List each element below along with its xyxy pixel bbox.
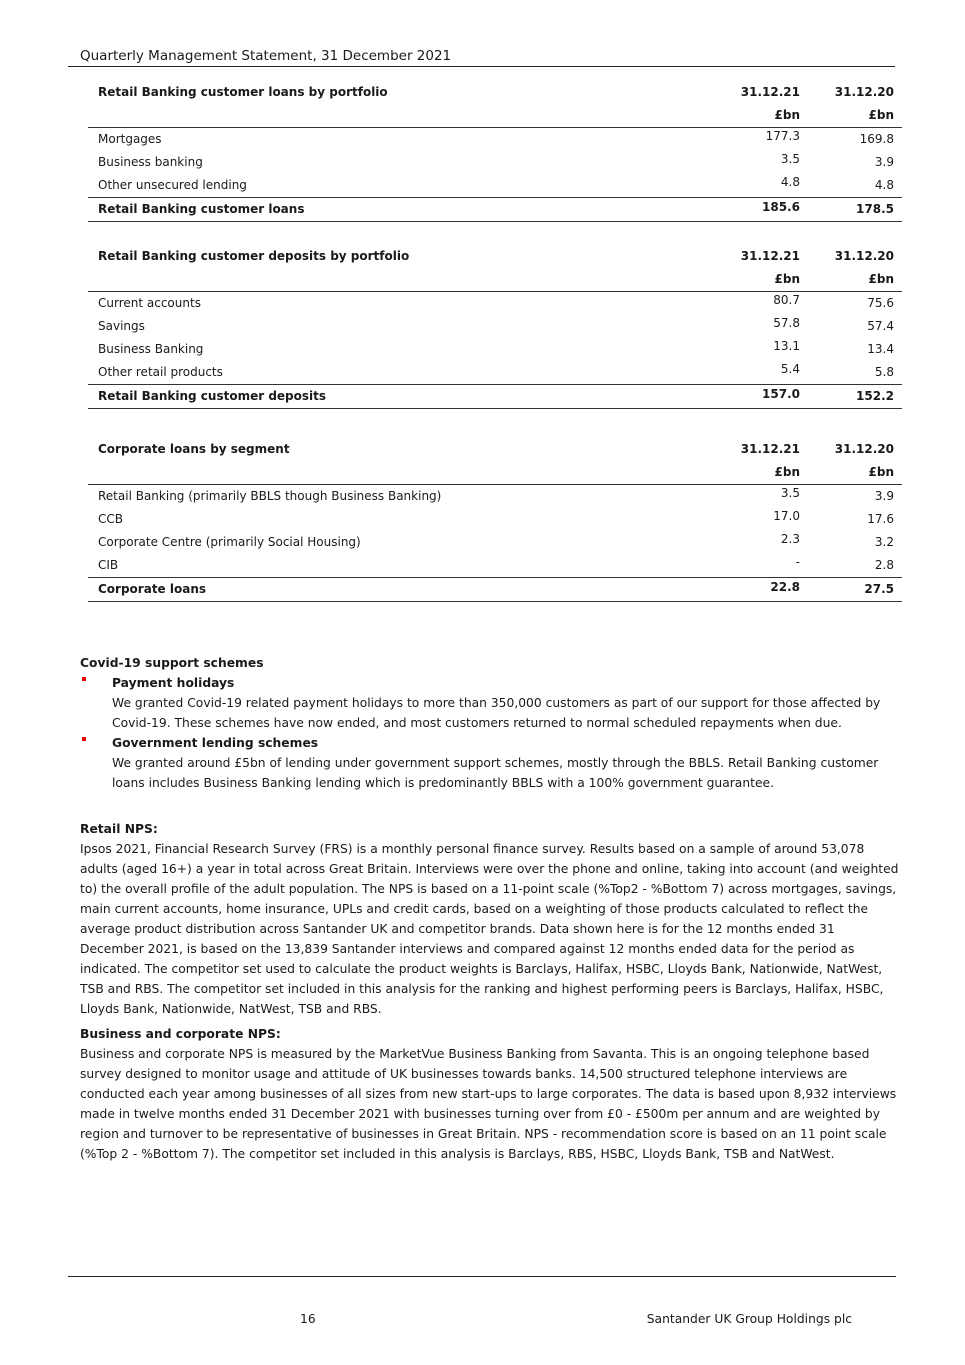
document-header-title: Quarterly Management Statement, 31 December 2021 xyxy=(80,48,452,64)
unit-label: £bn xyxy=(774,108,800,122)
business-nps-text: Business and corporate NPS is measured by the MarketVue Business Banking from Savanta. This is an ongoing telephone based survey designed to monitor usage and attitude of UK businesses towards banks. 14,500 structured telephone interviews are conducted each year among businesses of all sizes from new start-ups to large corporates. The data is based upon 8,932 interviews made in twelve months ended 31 December 2021 with businesses turning over from £0 - £500m per annum and are weighted by region and turnover to be representative of businesses in Great Britain. NPS - recommendation score is based on an 11 point scale (%Top 2 - %Bottom 7). The competitor set included in this analysis is Barclays, RBS, HSBC, Lloyds Bank, TSB and NatWest. xyxy=(80,1047,897,1161)
retail-nps-title: Retail NPS: xyxy=(80,822,158,836)
table-rule xyxy=(88,601,902,602)
total-2021: 22.8 xyxy=(770,580,800,594)
table-row xyxy=(88,508,902,531)
table-row xyxy=(88,151,902,174)
value-2021: 3.5 xyxy=(780,486,800,500)
table-row xyxy=(88,361,902,384)
row-label: Mortgages xyxy=(98,132,162,146)
unit-label: £bn xyxy=(868,272,894,286)
table-corporate-loans xyxy=(88,438,902,602)
value-2021: 57.8 xyxy=(773,316,800,330)
table-row xyxy=(88,531,902,554)
column-header: 31.12.20 xyxy=(834,85,894,99)
value-2021: 2.3 xyxy=(780,532,800,546)
business-nps-section xyxy=(80,1024,900,1164)
value-2020: 17.6 xyxy=(867,512,894,526)
value-2021: 3.5 xyxy=(780,152,800,166)
total-row xyxy=(88,385,902,408)
value-2021: 13.1 xyxy=(773,339,800,353)
row-label: Business banking xyxy=(98,155,203,169)
unit-row xyxy=(88,461,902,484)
table-rule xyxy=(88,408,902,409)
unit-label: £bn xyxy=(774,465,800,479)
value-2020: 3.9 xyxy=(874,489,894,503)
unit-row xyxy=(88,104,902,127)
column-header: 31.12.21 xyxy=(740,249,800,263)
row-label: Current accounts xyxy=(98,296,201,310)
covid-title: Covid-19 support schemes xyxy=(80,656,264,670)
business-nps-title: Business and corporate NPS: xyxy=(80,1027,281,1041)
row-label: Other retail products xyxy=(98,365,223,379)
table-row xyxy=(88,174,902,197)
row-label: Savings xyxy=(98,319,145,333)
total-label: Retail Banking customer loans xyxy=(98,202,305,216)
value-2020: 2.8 xyxy=(874,558,894,572)
row-label: Corporate Centre (primarily Social Housing) xyxy=(98,535,361,549)
total-label: Retail Banking customer deposits xyxy=(98,389,327,403)
table-header-row xyxy=(88,245,902,268)
row-label: Retail Banking (primarily BBLS though Business Banking) xyxy=(98,489,442,503)
unit-row xyxy=(88,268,902,291)
item-text: We granted around £5bn of lending under government support schemes, mostly through the BBLS. Retail Banking customer loans includes Business Banking lending which is predominantly BBLS with a 100% government guarantee. xyxy=(112,756,879,790)
covid-item-government-lending xyxy=(80,733,900,793)
value-2021: 5.4 xyxy=(780,362,800,376)
footer-divider xyxy=(68,1276,896,1277)
page-number: 16 xyxy=(300,1312,316,1326)
value-2020: 13.4 xyxy=(867,342,894,356)
table-title: Retail Banking customer loans by portfolio xyxy=(98,85,388,99)
table-row xyxy=(88,128,902,151)
unit-label: £bn xyxy=(868,465,894,479)
value-2020: 4.8 xyxy=(874,178,894,192)
table-title: Corporate loans by segment xyxy=(98,442,290,456)
retail-nps-text: Ipsos 2021, Financial Research Survey (FRS) is a monthly personal finance survey. Results based on a sample of around 53,078 adults (aged 16+) a year in total across Great Britain. Interviews were over the phone and online, taking into account (and weighted to) the overall profile of the adult population. The NPS is based on a 11-point scale (%Top2 - %Bottom 7) across mortgages, savings, main current accounts, home insurance, UPLs and credit cards, based on a weighting of those products calculated to reflect the average product distribution across Santander UK and competitor brands. Data shown here is for the 12 months ended 31 December 2021, is based on the 13,839 Santander interviews and compared against 12 months ended data for the period as indicated. The competitor set used to calculate the product weights is Barclays, Halifax, HSBC, Lloyds Bank, Nationwide, NatWest, TSB and RBS. The competitor set included in this analysis for the ranking and highest performing peers is Barclays, Halifax, HSBC, Lloyds Bank, Nationwide, NatWest, TSB and RBS. xyxy=(80,842,899,1016)
bullet-icon xyxy=(82,737,86,741)
unit-label: £bn xyxy=(868,108,894,122)
unit-label: £bn xyxy=(774,272,800,286)
table-retail-deposits xyxy=(88,245,902,409)
column-header: 31.12.20 xyxy=(834,249,894,263)
total-2020: 152.2 xyxy=(856,389,894,403)
total-2020: 27.5 xyxy=(864,582,894,596)
column-header: 31.12.20 xyxy=(834,442,894,456)
table-row xyxy=(88,554,902,577)
value-2021: - xyxy=(795,555,800,569)
header-divider xyxy=(68,66,895,67)
value-2020: 169.8 xyxy=(859,132,894,146)
total-2020: 178.5 xyxy=(856,202,894,216)
total-row xyxy=(88,578,902,601)
row-label: CCB xyxy=(98,512,123,526)
footer-company: Santander UK Group Holdings plc xyxy=(646,1312,852,1326)
item-text: We granted Covid-19 related payment holidays to more than 350,000 customers as part of our support for those affected by Covid-19. These schemes have now ended, and most customers returned to normal scheduled repayments when due. xyxy=(112,696,881,730)
retail-nps-section xyxy=(80,819,900,1019)
covid-item-payment-holidays xyxy=(80,673,900,733)
value-2021: 4.8 xyxy=(780,175,800,189)
total-label: Corporate loans xyxy=(98,582,207,596)
column-header: 31.12.21 xyxy=(740,442,800,456)
column-header: 31.12.21 xyxy=(740,85,800,99)
value-2020: 5.8 xyxy=(874,365,894,379)
table-rule xyxy=(88,221,902,222)
table-title: Retail Banking customer deposits by portfolio xyxy=(98,249,410,263)
value-2020: 57.4 xyxy=(867,319,894,333)
value-2020: 3.9 xyxy=(874,155,894,169)
total-2021: 157.0 xyxy=(762,387,800,401)
value-2020: 3.2 xyxy=(874,535,894,549)
total-row xyxy=(88,198,902,221)
row-label: CIB xyxy=(98,558,119,572)
value-2020: 75.6 xyxy=(867,296,894,310)
item-title: Payment holidays xyxy=(112,676,235,690)
table-row xyxy=(88,338,902,361)
table-retail-loans xyxy=(88,81,902,222)
total-2021: 185.6 xyxy=(762,200,800,214)
table-header-row xyxy=(88,438,902,461)
bullet-icon xyxy=(82,677,86,681)
value-2021: 80.7 xyxy=(773,293,800,307)
value-2021: 17.0 xyxy=(773,509,800,523)
value-2021: 177.3 xyxy=(765,129,800,143)
row-label: Other unsecured lending xyxy=(98,178,247,192)
item-title: Government lending schemes xyxy=(112,736,319,750)
covid-section xyxy=(80,653,900,793)
row-label: Business Banking xyxy=(98,342,204,356)
table-header-row xyxy=(88,81,902,104)
